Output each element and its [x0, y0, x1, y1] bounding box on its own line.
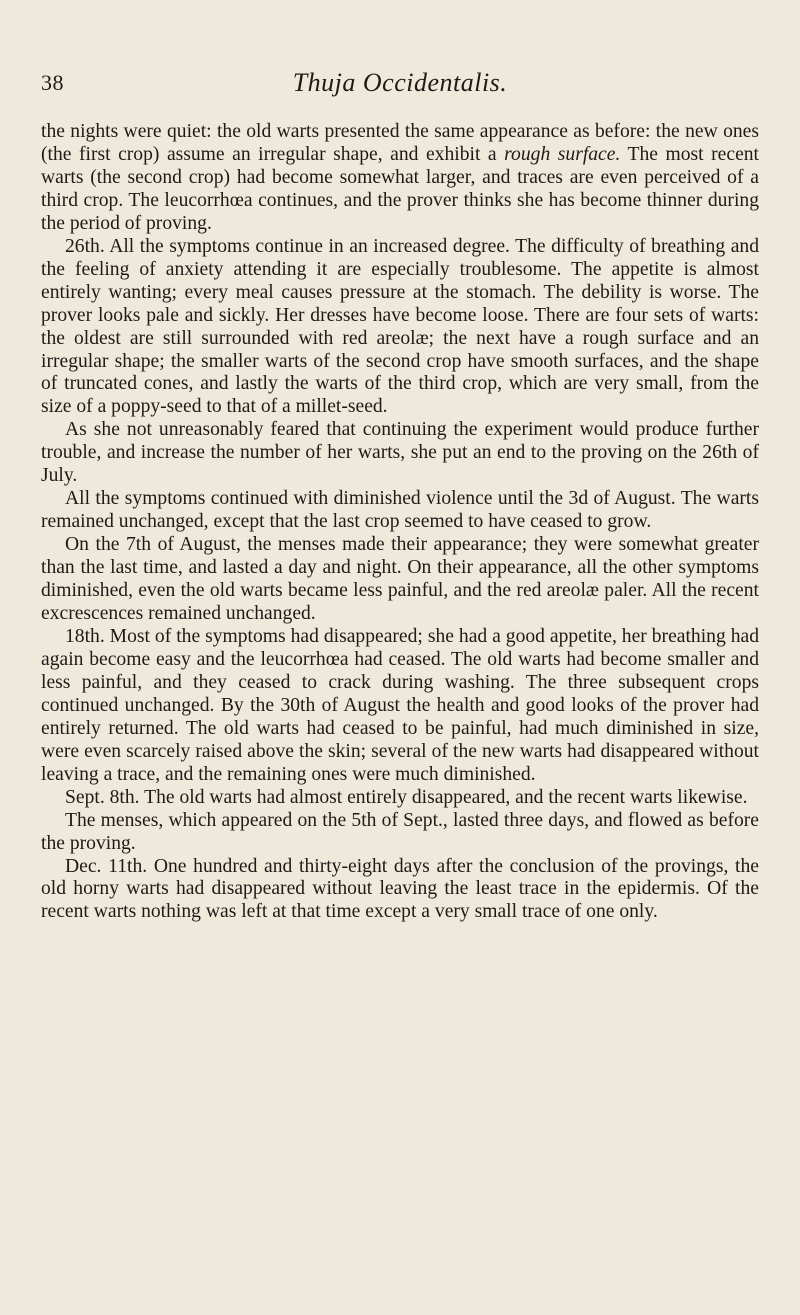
page-number: 38 [41, 70, 64, 95]
paragraph-dec-11th: Dec. 11th. One hundred and thirty-eight days after the conclusion of the provings, the old horny warts had disappeared without leaving the least trace in the epidermis. Of the recent warts nothing was left at that time except a very small trace of one only. [41, 855, 759, 923]
paragraph-text: The most recent warts (the second crop) had become somewhat larger, and traces are even perceived of a third crop. The leucorrhœa continues, and the prover thinks she has become thinner during the period of proving. [41, 143, 760, 234]
paragraph-7th-august: On the 7th of August, the menses made their appearance; they were somewhat greater than the last time, and lasted a day and night. On their appearance, all the other symptoms diminished, even the old warts became less painful, and the red areolæ paler. All the recent excrescences remained unchanged. [41, 534, 759, 625]
paragraph-18th: 18th. Most of the symptoms had disappeared; she had a good appetite, her breathing had again become easy and the leucorrhœa had ceased. The old warts had become smaller and less painful, and they ceased to crack during washing. The three subsequent crops continued unchanged. By the 30th of August the health and good looks of the prover had entirely returned. The old warts had ceased to be painful, had much diminished in size, were even scarcely raised above the skin; several of the new warts had disappeared without leaving a trace, and the remaining ones were much diminished. [41, 625, 759, 785]
paragraph-menses-sept: The menses, which appeared on the 5th of Sept., lasted three days, and flowed as before the proving. [41, 809, 759, 854]
paragraph-continued [41, 121, 759, 236]
running-title: Thuja Occidentalis. [292, 68, 508, 97]
paragraph-sept-8th: Sept. 8th. The old warts had almost entirely disappeared, and the recent warts likewise. [65, 786, 748, 808]
emphasis-text: rough surface. [504, 143, 621, 165]
paragraph-3d-august: All the symptoms continued with diminished violence until the 3d of August. The warts remained unchanged, except that the last crop seemed to have ceased to grow. [41, 488, 759, 533]
body-text [41, 121, 759, 924]
paragraph-end-of-proving: As she not unreasonably feared that continuing the experiment would produce further trouble, and increase the number of her warts, she put an end to the proving on the 26th of July. [41, 419, 759, 487]
running-head [0, 64, 800, 104]
paragraph-26th: 26th. All the symptoms continue in an increased degree. The difficulty of breathing and the feeling of anxiety attending it are especially troublesome. The appetite is almost entirely wanting; every meal causes pressure at the stomach. The debility is worse. The prover looks pale and sickly. Her dresses have become loose. There are four sets of warts: the oldest are still surrounded with red areolæ; the next have a rough surface and an irregular shape; the smaller warts of the second crop have smooth surfaces, and the shape of truncated cones, and lastly the warts of the third crop, which are very small, from the size of a poppy-seed to that of a millet-seed. [41, 235, 759, 418]
paragraph-text: the nights were quiet: the old warts presented the same appearance as before: the new ones (the first crop) assume an irregular shape, and exhibit a [41, 121, 759, 165]
